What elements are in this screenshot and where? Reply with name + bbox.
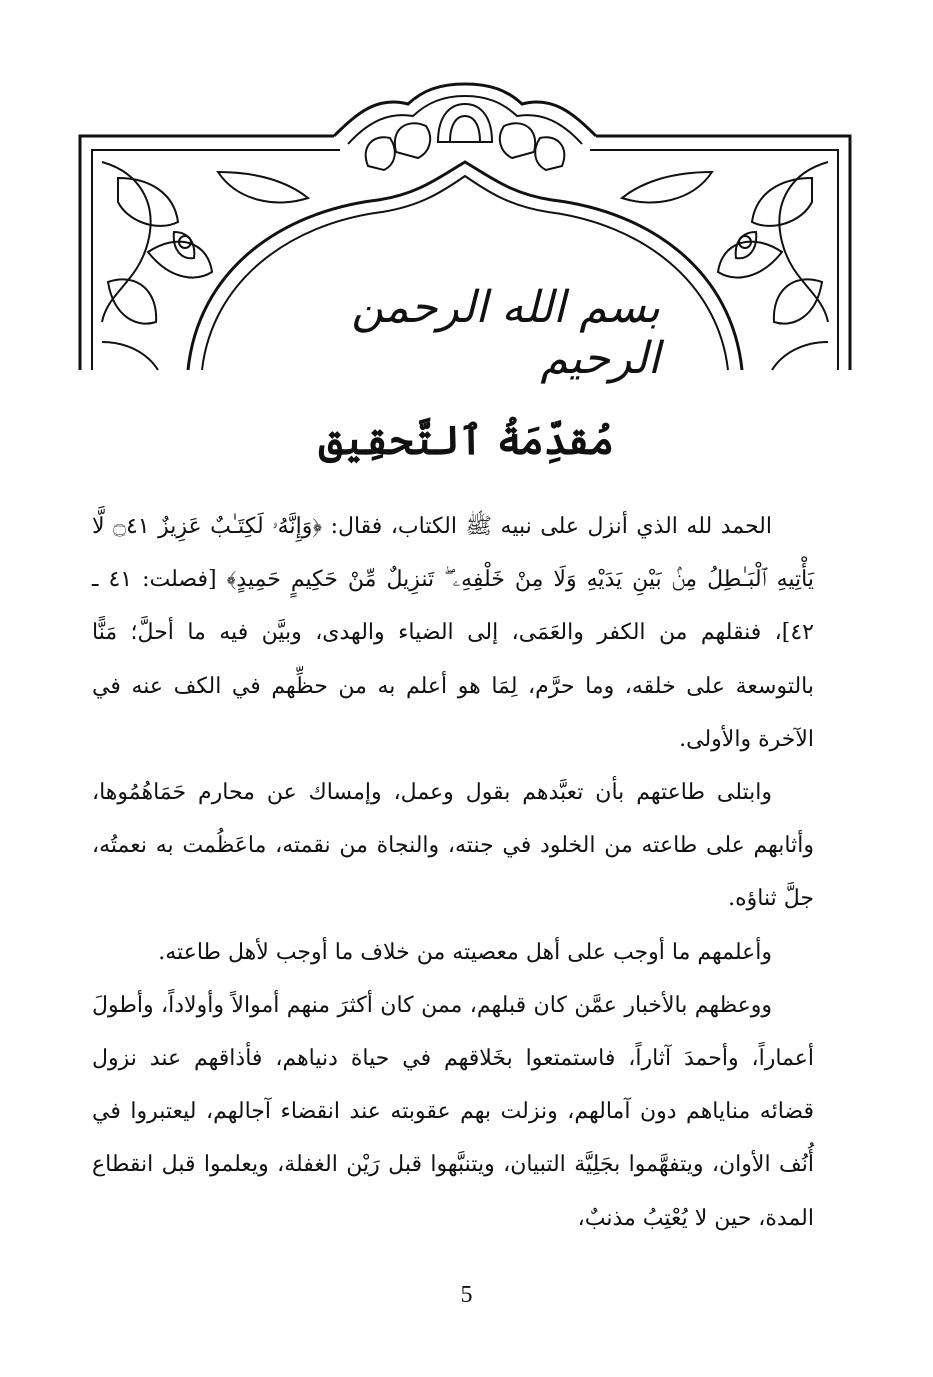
paragraph: ووعظهم بالأخبار عمَّن كان قبلهم، ممن كان أكثرَ منهم أموالاً وأولاداً، وأطولَ أعماراً، وأحمدَ آثاراً، فاستمتعوا بخَلاقهم في حياة دنياهم، فأذاقهم عند نزول قضائه مناياهم دون آمالهم، ونزلت بهم عقوبته عند انقضاء آجالهم، ليعتبروا في أُنُف الأوان، ويتفهَّموا بجَلِيَّة التبيان، ويتنبَّهوا قبل رَيْن الغفلة، ويعلموا قبل انقطاع المدة، حين لا يُعْتِبُ مذنبٌ،	[92, 992, 814, 1231]
basmala-calligraphy: بسم الله الرحمن الرحيم	[351, 282, 660, 384]
body-text	[92, 500, 814, 1245]
paragraph: وأعلمهم ما أوجب على أهل معصيته من خلاف ما أوجب لأهل طاعته.	[158, 939, 772, 965]
paragraph: وابتلى طاعتهم بأن تعبَّدهم بقول وعمل، وإمساك عن محارم حَمَاهُمُوها، وأثابهم على طاعته من الخلود في جنته، والنجاة من نقمته، ماعَظُمت به نعمتُه، جلَّ ثناؤه.	[92, 780, 814, 912]
page-title: مُقدِّمَةُ ٱلتَّحقِيق	[318, 416, 615, 464]
paragraph: الحمد لله الذي أنزل على نبيه ﷺ الكتاب، فقال: ﴿وَإِنَّهُۥ لَكِتَـٰبٌ عَزِيزٌ ۝٤١ لَّا يَأْتِيهِ ٱلْبَـٰطِلُ مِنۢ بَيْنِ يَدَيْهِ وَلَا مِنْ خَلْفِهِۦ ۖ تَنزِيلٌ مِّنْ حَكِيمٍ حَمِيدٍ﴾ [فصلت: ٤١ ـ ٤٢]، فنقلهم من الكفر والعَمَى، إلى الضياء والهدى، وبيَّن فيه ما أحلَّ؛ مَنًّا بالتوسعة على خلقه، وما حرَّم، لِمَا هو أعلم به من حظِّهم في الكف عنه في الآخرة والأولى.	[92, 514, 814, 752]
page-number: 5	[460, 1282, 473, 1308]
